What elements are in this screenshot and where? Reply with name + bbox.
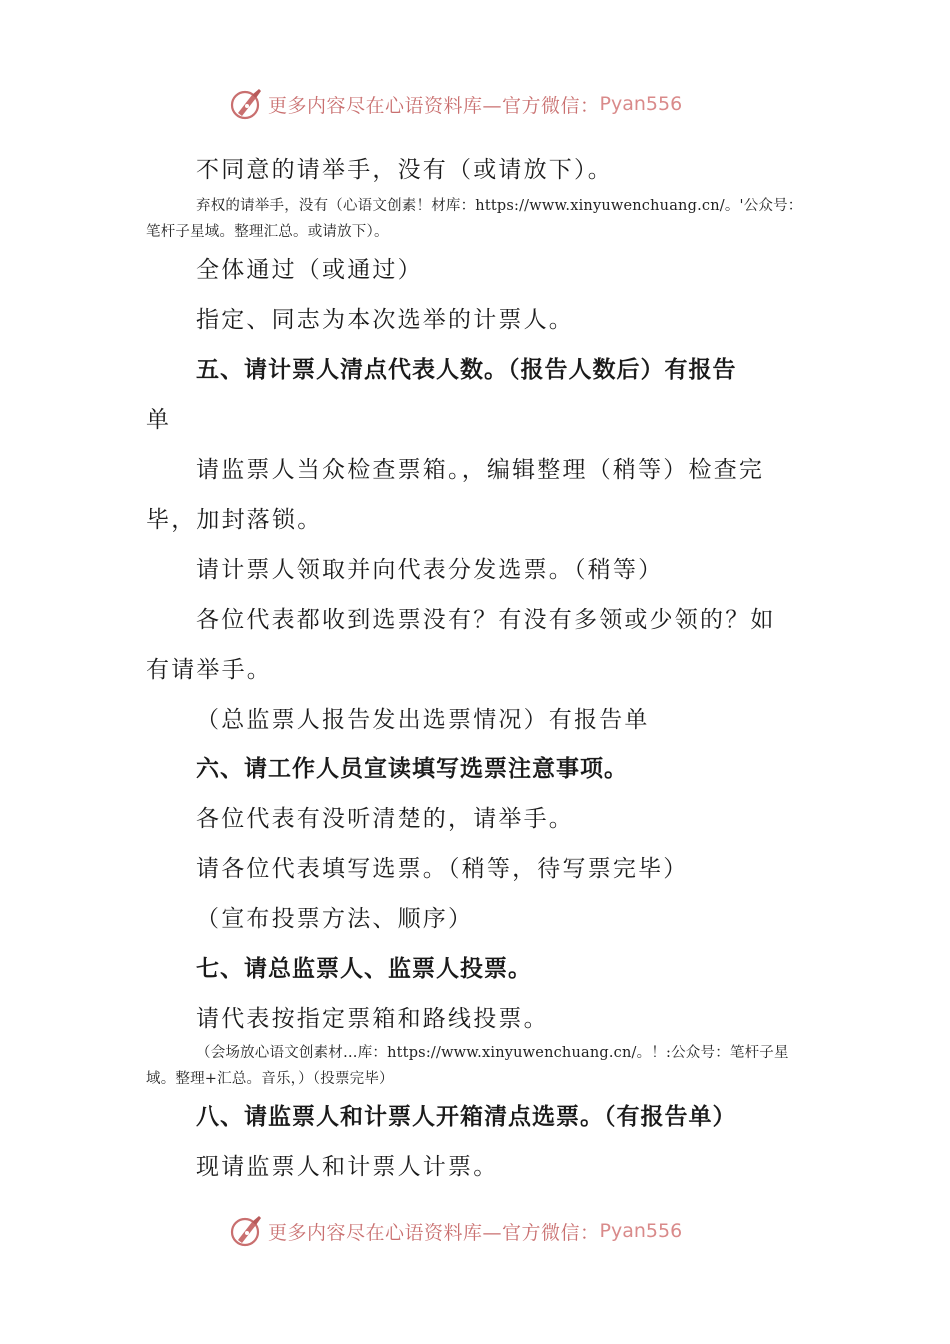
note-paragraph: （会场放心语文创素材…库：https://www.xinyuwenchuang.cn/。！:公众号：笔杆子星域。整理+汇总。音乐，）（投票完毕） — [146, 1045, 789, 1087]
footer-banner — [228, 1211, 682, 1251]
paragraph-line: 全体通过（或通过） — [196, 257, 423, 283]
paragraph-line: 不同意的请举手，没有（或请放下）。 — [196, 157, 613, 183]
note-paragraph: 弃权的请举手，没有（心语文创素！材库：https://www.xinyuwenchuang.cn/。'公众号：笔杆子星域。整理汇总。或请放下）。 — [146, 198, 803, 240]
pen-nib-circle-icon — [228, 86, 264, 122]
banner-text: 更多内容尽在心语资料库—官方微信： — [268, 1221, 600, 1244]
pen-nib-circle-icon — [228, 1213, 264, 1249]
paragraph-line: 指定、同志为本次选举的计票人。 — [196, 307, 574, 333]
section-heading-6: 六、请工作人员宣读填写选票注意事项。 — [196, 756, 628, 782]
paragraph-line: 各位代表都收到选票没有？有没有多领或少领的？如 — [196, 607, 776, 633]
paragraph-line: 请计票人领取并向代表分发选票。（稍等） — [196, 557, 664, 583]
paragraph-line: （总监票人报告发出选票情况）有报告单 — [196, 707, 650, 733]
paragraph-line: 单 — [146, 407, 172, 433]
banner-wechat-id: Pyan556 — [599, 93, 683, 115]
paragraph-line: 各位代表有没听清楚的，请举手。 — [196, 806, 574, 832]
banner-wechat-id: Pyan556 — [599, 1220, 683, 1242]
paragraph-line: 请代表按指定票箱和路线投票。 — [196, 1006, 549, 1032]
banner-text: 更多内容尽在心语资料库—官方微信： — [268, 94, 600, 117]
paragraph-line: 有请举手。 — [146, 657, 272, 683]
section-heading-8: 八、请监票人和计票人开箱清点选票。（有报告单） — [196, 1104, 737, 1130]
paragraph-line: 现请监票人和计票人计票。 — [196, 1154, 499, 1180]
paragraph-line: 请监票人当众检查票箱。，编辑整理（稍等）检查完 — [196, 457, 765, 483]
section-heading-5: 五、请计票人清点代表人数。（报告人数后）有报告 — [196, 357, 737, 383]
section-heading-7: 七、请总监票人、监票人投票。 — [196, 956, 532, 982]
paragraph-line: （宣布投票方法、顺序） — [196, 906, 474, 932]
header-banner — [228, 84, 682, 124]
paragraph-line: 请各位代表填写选票。（稍等，待写票完毕） — [196, 856, 689, 882]
paragraph-line: 毕，加封落锁。 — [146, 507, 323, 533]
